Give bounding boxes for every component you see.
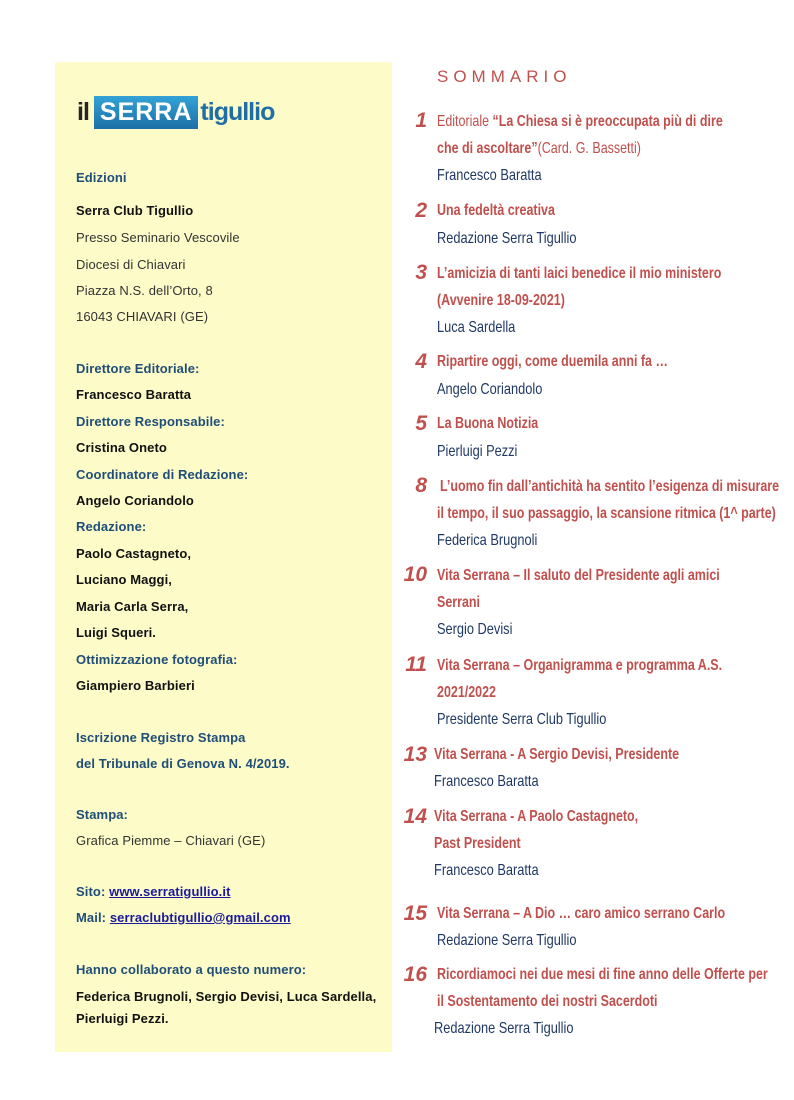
redazione-member: Luciano Maggi, [76,572,173,587]
stampa: Grafica Piemme – Chiavari (GE) [76,833,266,848]
foto: Giampiero Barbieri [76,678,195,693]
page-number: 16 [403,963,427,986]
serra-tigullio-logo [77,93,305,131]
entry-author: Luca Sardella [437,319,516,336]
page-number: 14 [403,805,427,828]
entry-title[interactable]: Vita Serrana - A Sergio Devisi, Presidente [434,746,680,763]
address-line: Diocesi di Chiavari [76,257,186,272]
entry-title-text: che di ascoltare” [437,140,538,157]
address-line: Presso Seminario Vescovile [76,230,240,245]
entry-title[interactable]: Vita Serrana – Organigramma e programma A.S. [437,657,723,674]
entry-title[interactable] [437,139,641,159]
club-name: Serra Club Tigullio [76,203,194,218]
page-number: 3 [415,261,427,284]
entry-author: Redazione Serra Tigullio [437,230,577,247]
coordinatore: Angelo Coriandolo [76,493,194,508]
stampa-label: Stampa: [76,807,128,822]
mail-row [76,910,291,926]
entry-title[interactable]: Vita Serrana – Il saluto del Presidente agli amici [437,567,720,584]
collaboratori: Pierluigi Pezzi. [76,1011,169,1026]
entry-prefix: Editoriale [437,113,493,130]
registro-line: Iscrizione Registro Stampa [76,730,246,745]
entry-title[interactable]: Serrani [437,594,481,611]
entry-author: Angelo Coriandolo [437,381,543,398]
colophon-sidebar [55,62,392,1052]
entry-suffix: (Card. G. Bassetti) [537,140,641,157]
entry-author: Presidente Serra Club Tigullio [437,711,607,728]
entry-author: Francesco Baratta [434,862,539,879]
entry-title[interactable]: Una fedeltà creativa [437,202,555,219]
page-number: 13 [403,743,427,766]
entry-title[interactable]: (Avvenire 18-09-2021) [437,292,565,309]
entry-title[interactable]: La Buona Notizia [437,415,539,432]
entry-title[interactable]: Ricordiamoci nei due mesi di fine anno delle Offerte per [437,966,768,983]
entry-author: Pierluigi Pezzi [437,443,518,460]
entry-title[interactable]: Vita Serrana - A Paolo Castagneto, [434,808,639,825]
entry-author: Federica Brugnoli [437,532,538,549]
page-number: 2 [415,199,427,222]
entry-title[interactable]: L’amicizia di tanti laici benedice il mio ministero [437,265,722,282]
address-line: 16043 CHIAVARI (GE) [76,309,209,324]
page-number: 8 [415,474,427,497]
registro-line: del Tribunale di Genova N. 4/2019. [76,756,290,771]
entry-author: Redazione Serra Tigullio [434,1020,574,1037]
direttore-editoriale-label: Direttore Editoriale: [76,361,200,376]
coordinatore-label: Coordinatore di Redazione: [76,467,249,482]
logo-tigullio: tigullio [200,97,275,126]
page-number: 1 [415,109,427,132]
direttore-editoriale: Francesco Baratta [76,387,192,402]
entry-author: Sergio Devisi [437,621,513,638]
entry-title[interactable]: Ripartire oggi, come duemila anni fa … [437,353,668,370]
address-line: Piazza N.S. dell’Orto, 8 [76,283,213,298]
direttore-responsabile-label: Direttore Responsabile: [76,414,225,429]
entry-title[interactable] [437,112,723,132]
mail-link[interactable]: serraclubtigullio@gmail.com [109,910,291,925]
entry-title[interactable]: il Sostentamento dei nostri Sacerdoti [437,993,658,1010]
entry-author: Francesco Baratta [434,773,539,790]
logo-serra: SERRA [94,96,199,129]
sommario-title: SOMMARIO [437,67,572,86]
entry-author: Redazione Serra Tigullio [437,932,577,949]
sito-label: Sito: [76,884,106,899]
logo-il: il [77,97,89,126]
entry-author: Francesco Baratta [437,167,542,184]
entry-title[interactable]: Vita Serrana – A Dio … caro amico serrano Carlo [437,905,726,922]
page-number: 5 [415,412,427,435]
entry-title[interactable]: Past President [434,835,521,852]
redazione-member: Maria Carla Serra, [76,599,189,614]
redazione-member: Paolo Castagneto, [76,546,192,561]
sito-link[interactable]: www.serratigullio.it [109,884,231,899]
entry-title[interactable]: L’uomo fin dall’antichità ha sentito l’esigenza di misurare [440,478,780,495]
entry-title[interactable]: 2021/2022 [437,684,496,701]
page-number: 4 [415,350,427,373]
entry-title[interactable]: il tempo, il suo passaggio, la scansione ritmica (1^ parte) [437,505,776,522]
edizioni-label: Edizioni [76,170,127,185]
redazione-label: Redazione: [76,519,147,534]
collaboratori: Federica Brugnoli, Sergio Devisi, Luca Sardella, [76,989,377,1004]
page-number: 15 [403,902,427,925]
collaboratori-label: Hanno collaborato a questo numero: [76,962,307,977]
mail-label: Mail: [76,910,107,925]
redazione-member: Luigi Squeri. [76,625,157,640]
page-number: 11 [405,653,427,676]
entry-title-text: “La Chiesa si è preoccupata più di dire [492,113,723,130]
foto-label: Ottimizzazione fotografia: [76,652,238,667]
direttore-responsabile: Cristina Oneto [76,440,167,455]
page-number: 10 [403,563,427,586]
sito-row [76,884,231,900]
